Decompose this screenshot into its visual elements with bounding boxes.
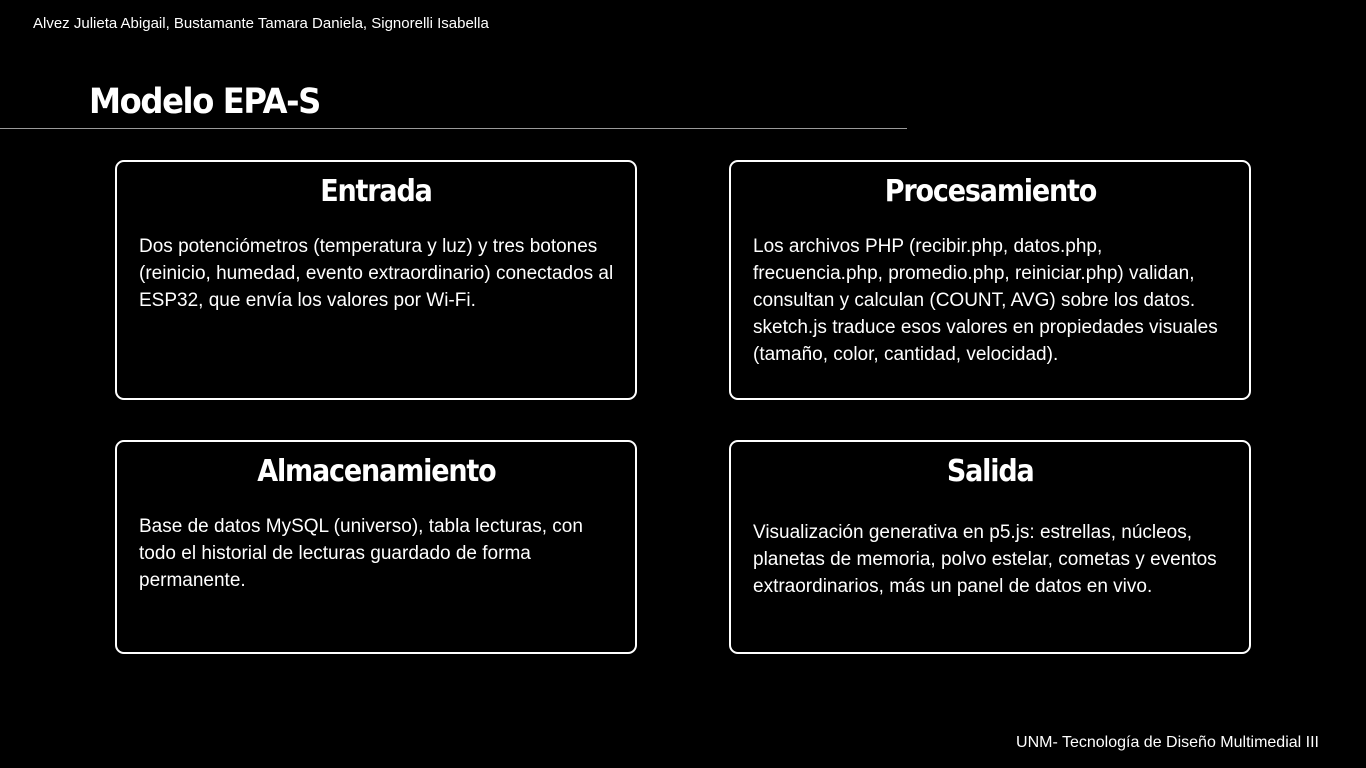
card-title-entrada <box>117 172 635 212</box>
card-title-procesamiento <box>731 172 1249 212</box>
card-title-almacenamiento <box>117 452 635 492</box>
card-almacenamiento <box>115 440 637 654</box>
card-entrada <box>115 160 637 400</box>
footer-course: UNM- Tecnología de Diseño Multimedial III <box>1016 734 1319 751</box>
card-procesamiento <box>729 160 1251 400</box>
card-title-entrada-text: Entrada <box>320 174 432 209</box>
slide-title: Modelo EPA-S <box>89 82 320 122</box>
card-text-almacenamiento: Base de datos MySQL (universo), tabla lecturas, con todo el historial de lecturas guardado de forma permanente. <box>139 516 583 591</box>
title-divider <box>0 128 907 129</box>
card-text-entrada: Dos potenciómetros (temperatura y luz) y tres botones (reinicio, humedad, evento extraordinario) conectados al ESP32, que envía los valores por Wi-Fi. <box>139 236 614 311</box>
card-text-salida: Visualización generativa en p5.js: estrellas, núcleos, planetas de memoria, polvo estelar, cometas y eventos extraordinarios, más un panel de datos en vivo. <box>753 522 1217 597</box>
card-text-procesamiento: Los archivos PHP (recibir.php, datos.php, frecuencia.php, promedio.php, reiniciar.php) validan, consultan y calculan (COUNT, AVG) sobre los datos. sketch.js traduce esos valores en propiedades visuales (tamaño, color, cantidad, velocidad). <box>753 236 1218 365</box>
card-title-salida-text: Salida <box>946 454 1034 489</box>
card-salida <box>729 440 1251 654</box>
authors-line: Alvez Julieta Abigail, Bustamante Tamara Daniela, Signorelli Isabella <box>33 15 489 32</box>
card-title-procesamiento-text: Procesamiento <box>884 174 1096 209</box>
card-title-almacenamiento-text: Almacenamiento <box>256 454 496 489</box>
card-title-salida <box>731 452 1249 492</box>
